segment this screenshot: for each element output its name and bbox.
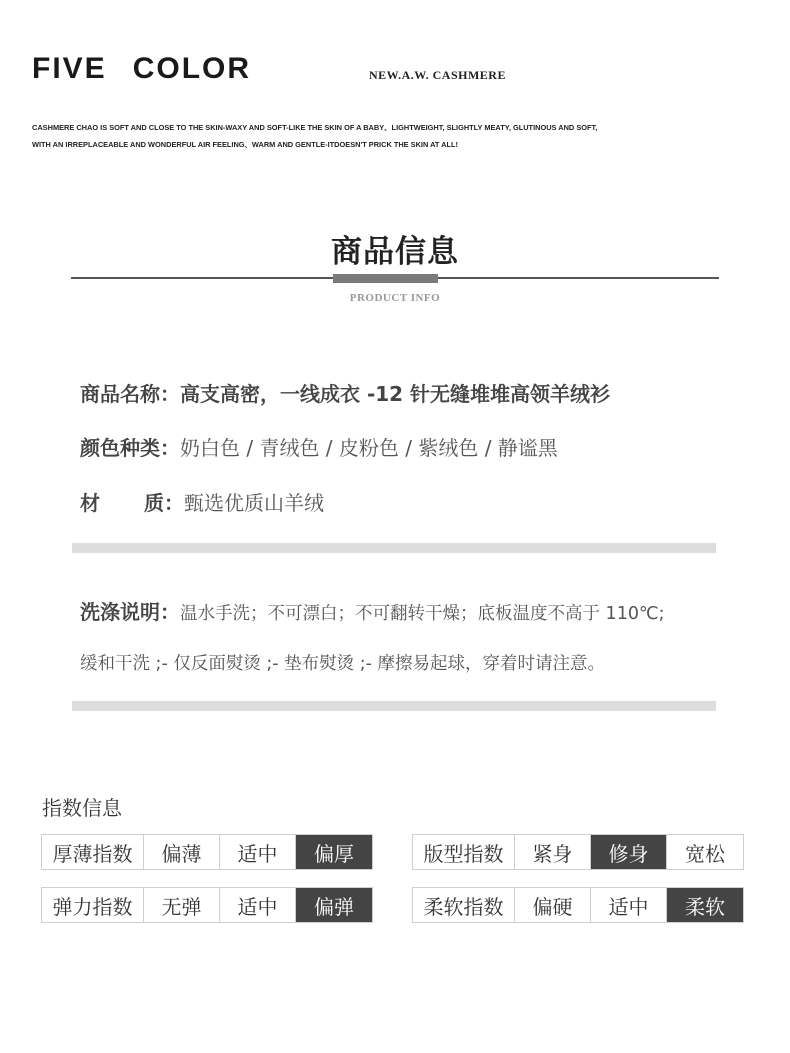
index-title: 指数信息 [42, 796, 122, 820]
sub-brand: NEW.A.W. CASHMERE [369, 68, 506, 82]
separator-bar [72, 701, 716, 711]
index-option: 偏硬 [515, 888, 591, 922]
fit-index-table [412, 834, 744, 870]
section-subtitle: PRODUCT INFO [349, 292, 441, 304]
product-material-value: 甄选优质山羊绒 [184, 491, 324, 515]
elasticity-index-table [41, 887, 373, 923]
index-option: 修身 [591, 835, 667, 869]
index-option: 适中 [591, 888, 667, 922]
section-title: 商品信息 [331, 234, 459, 270]
index-option: 宽松 [685, 841, 725, 866]
brand-word-color: COLOR [132, 52, 252, 85]
product-color-label: 颜色种类： [80, 436, 180, 460]
index-option: 偏弹 [296, 888, 372, 922]
index-name: 厚薄指数 [42, 835, 144, 869]
product-material-label-b: 质： [144, 491, 184, 515]
product-color-row [80, 432, 558, 461]
index-option: 适中 [220, 888, 296, 922]
index-option: 偏厚 [296, 835, 372, 869]
tagline-line-2: WITH AN IRREPLACEABLE AND WONDERFUL AIR FEELING、WARM AND GENTLE-ITDOESN'T PRICK THE SKIN AT ALL! [32, 140, 459, 149]
washing-label: 洗涤说明： [80, 600, 180, 624]
tagline-line-1: CASHMERE CHAO IS SOFT AND CLOSE TO THE SKIN-WAXY AND SOFT-LIKE THE SKIN OF A BABY、LIGHTWEIGHT, SLIGHTLY MEATY, GLUTINOUS AND SOFT, [32, 123, 598, 132]
index-option: 柔软 [667, 888, 743, 922]
index-option: 适中 [220, 835, 296, 869]
product-material-row [80, 487, 324, 516]
index-name: 弹力指数 [42, 888, 144, 922]
product-name-value: 高支高密，一线成衣 -12 针无缝堆堆高领羊绒衫 [180, 382, 611, 406]
section-divider-accent [333, 274, 438, 283]
thickness-index-table [41, 834, 373, 870]
separator-bar [72, 543, 716, 553]
washing-line-1: 温水手洗；不可漂白；不可翻转干燥；底板温度不高于 110℃; [180, 604, 665, 624]
brand-logo [32, 52, 251, 86]
brand-word-five: FIVE [32, 52, 107, 85]
index-option: 无弹 [144, 888, 220, 922]
product-name-label: 商品名称： [80, 382, 180, 406]
washing-line-2: 缓和干洗 ;- 仅反面熨烫 ;- 垫布熨烫 ;- 摩擦易起球，穿着时请注意。 [80, 654, 606, 674]
product-name-row [80, 378, 610, 407]
index-name: 柔软指数 [413, 888, 515, 922]
product-material-label-a: 材 [80, 491, 100, 515]
softness-index-table [412, 887, 744, 923]
index-name: 版型指数 [413, 835, 515, 869]
index-option: 紧身 [515, 835, 591, 869]
washing-row-1 [80, 596, 665, 625]
index-option: 偏薄 [144, 835, 220, 869]
product-color-value: 奶白色 / 青绒色 / 皮粉色 / 紫绒色 / 静谧黑 [180, 436, 558, 460]
